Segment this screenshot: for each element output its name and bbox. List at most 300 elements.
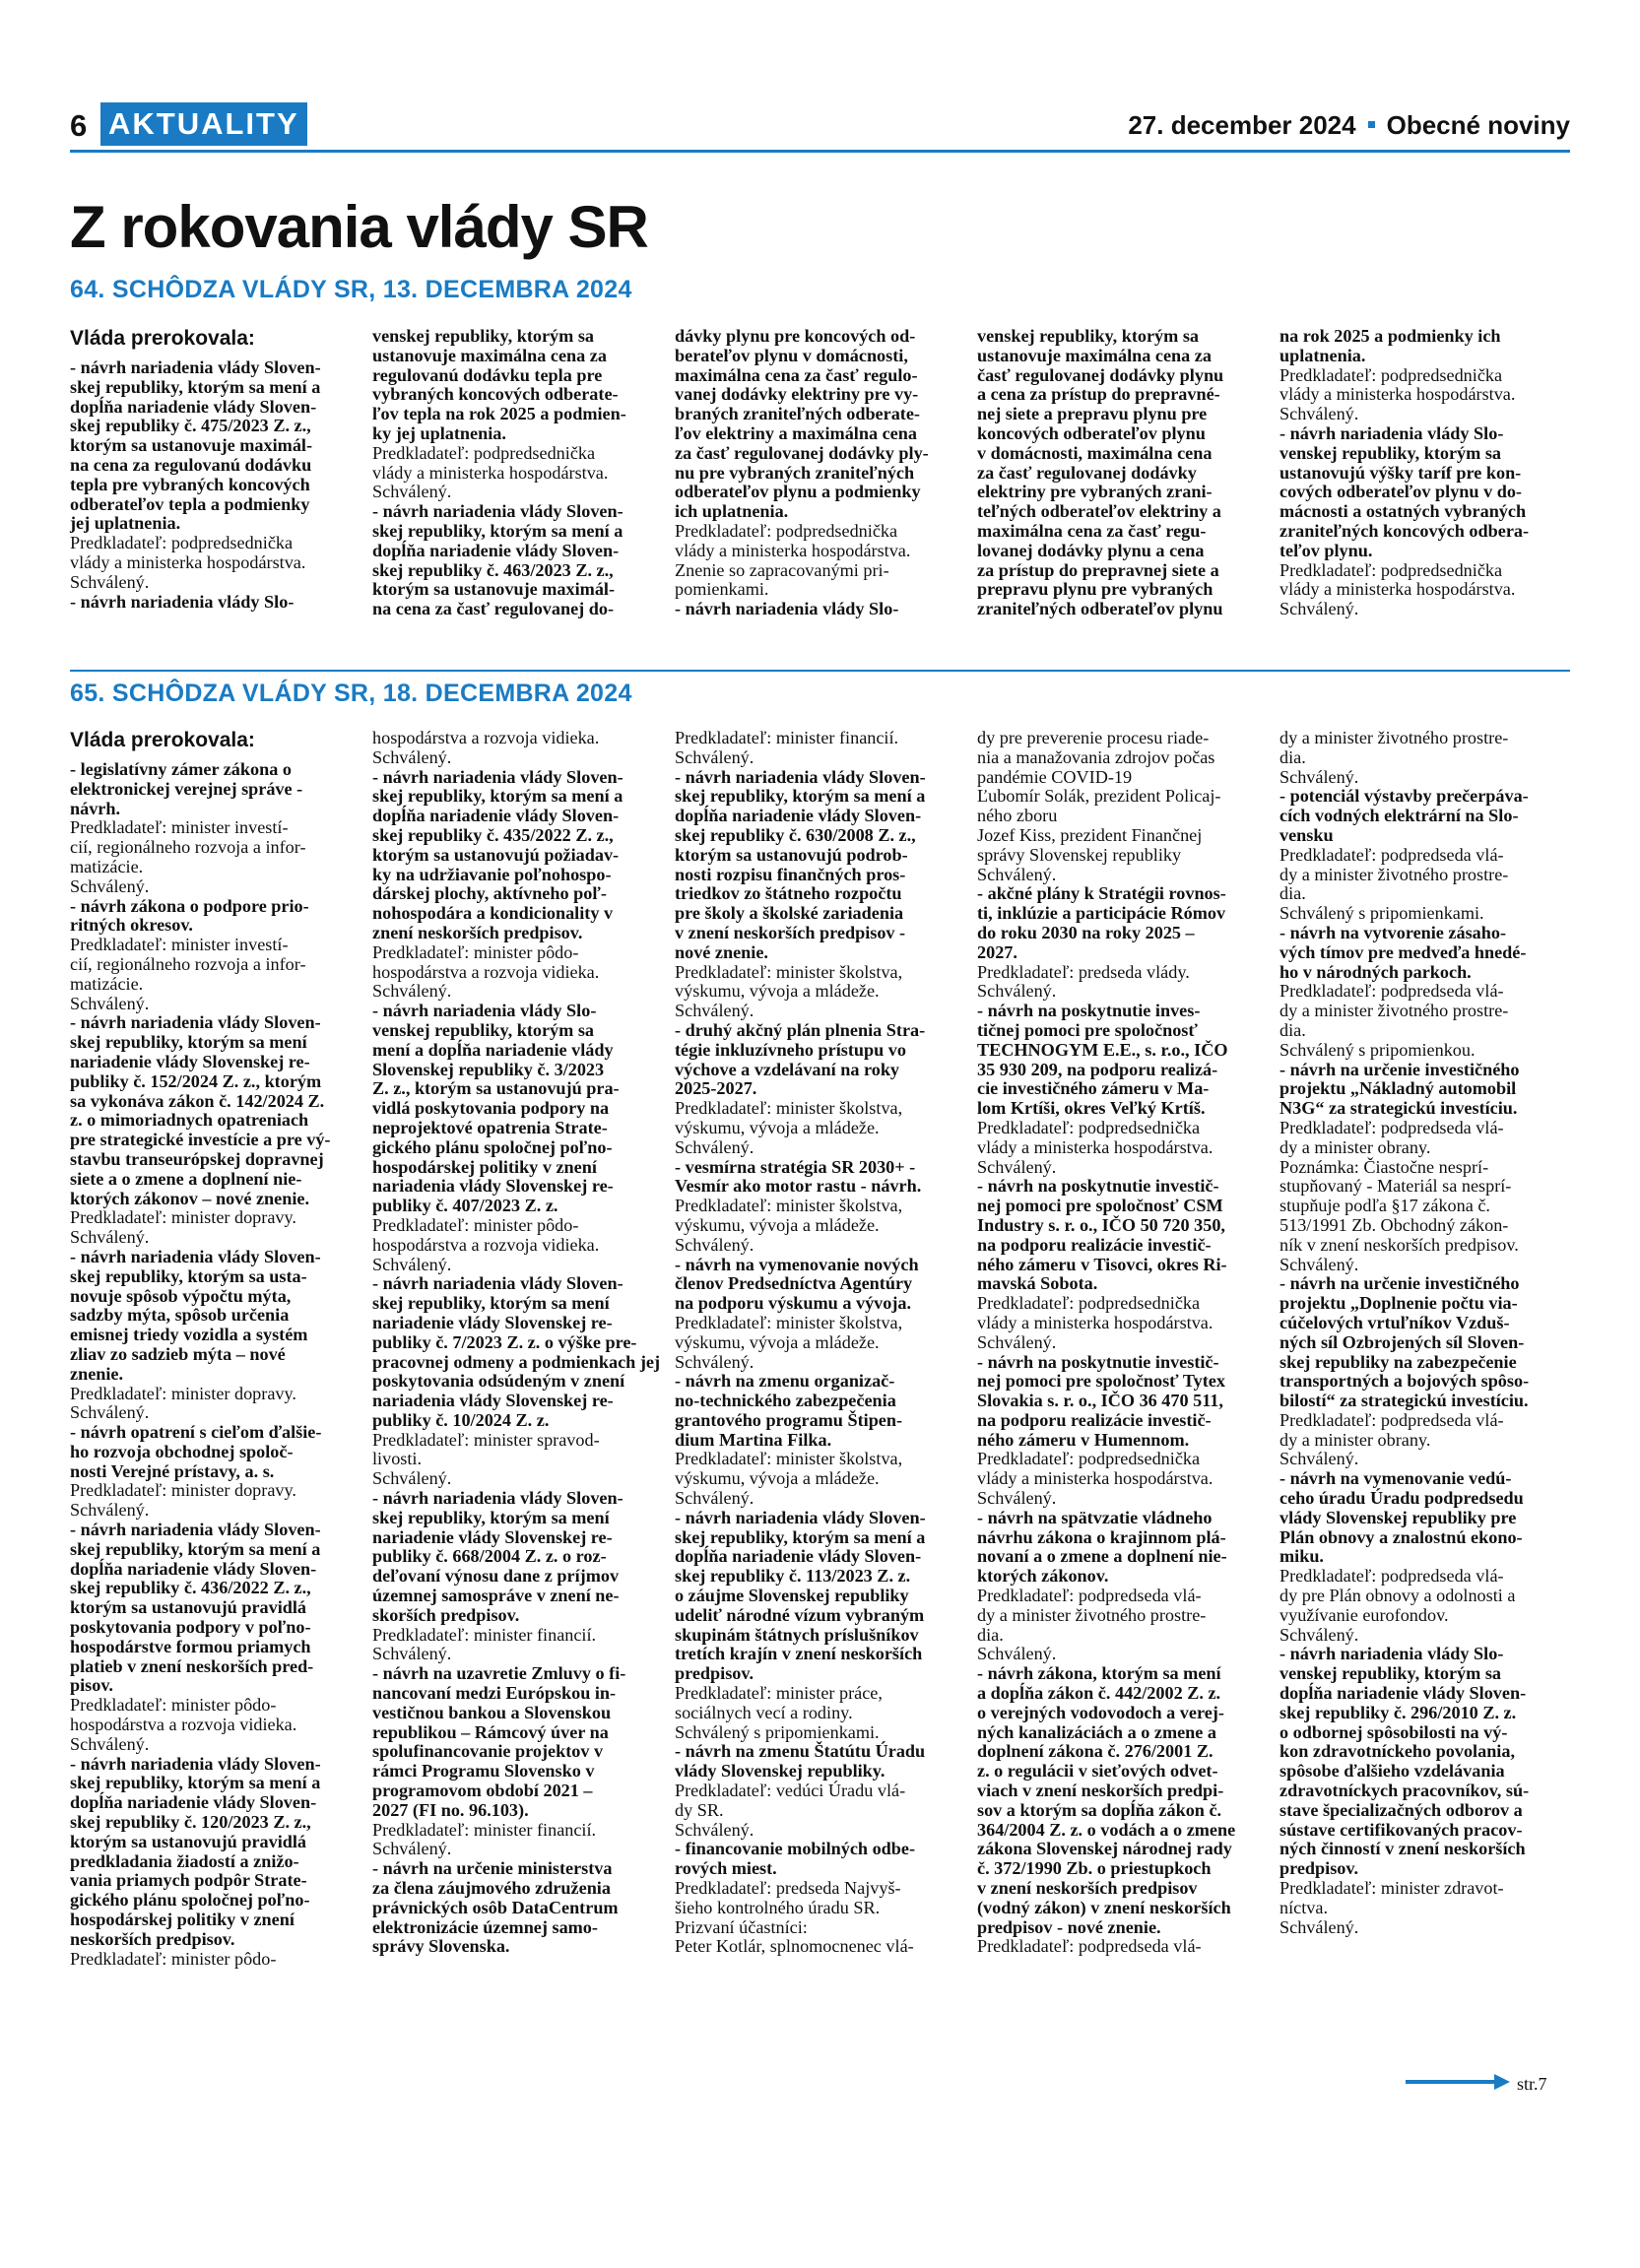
text-line: skej republiky č. 463/2023 Z. z.,: [372, 559, 614, 580]
text-line: Schválený.: [1279, 766, 1359, 787]
text-line: Schválený.: [372, 981, 452, 1002]
text-line: skej republiky, ktorým sa mení a: [372, 520, 623, 541]
text-line: ktorých zákonov.: [977, 1566, 1109, 1587]
text-line: ti, inklúzie a participácie Rómov: [977, 903, 1226, 924]
text-line: uplatnenia.: [1279, 345, 1366, 365]
text-line: dopĺňa nariadenie vlády Sloven-: [675, 1546, 922, 1567]
text-line: za člena záujmového združenia: [372, 1878, 611, 1899]
text-line: skej republiky, ktorým sa mení a: [675, 786, 926, 807]
text-line: livosti.: [372, 1449, 423, 1469]
text-line: elektronickej verejnej správe -: [70, 778, 303, 799]
text-line: 513/1991 Zb. Obchodný zákon-: [1279, 1214, 1509, 1235]
text-line: triedkov zo štátneho rozpočtu: [675, 883, 902, 904]
text-line: tégie inkluzívneho prístupu vo: [675, 1039, 906, 1060]
text-line: - návrh nariadenia vlády Slo-: [675, 599, 899, 619]
text-line: - návrh nariadenia vlády Slo-: [372, 1001, 597, 1021]
text-line: správy Slovenska.: [372, 1936, 510, 1957]
text-line: viach v znení neskorších predpi-: [977, 1781, 1224, 1801]
text-line: Schválený.: [1279, 1254, 1359, 1274]
text-line: doplnení zákona č. 276/2001 Z.: [977, 1741, 1214, 1762]
text-line: - návrh nariadenia vlády Sloven-: [70, 1520, 321, 1540]
text-line: Poznámka: Čiastočne nesprí-: [1279, 1156, 1489, 1177]
text-line: skej republiky č. 475/2023 Z. z.,: [70, 416, 311, 436]
text-line: vanej dodávky elektriny pre vy-: [675, 384, 919, 405]
text-line: - návrh na poskytnutie investič-: [977, 1351, 1219, 1372]
text-line: zraniteľných odberateľov plynu: [977, 599, 1223, 619]
text-line: Schválený.: [372, 746, 452, 767]
text-line: ceho úradu Úradu podpredsedu: [1279, 1488, 1524, 1509]
text-line: - financovanie mobilných odbe-: [675, 1839, 916, 1859]
text-column: [1279, 327, 1568, 619]
text-line: Predkladateľ: minister financií.: [372, 1819, 597, 1840]
text-line: tičnej pomoci pre spoločnosť: [977, 1019, 1198, 1040]
text-line: teľov plynu.: [1279, 540, 1373, 560]
text-line: Schválený.: [675, 1234, 754, 1255]
text-line: Predkladateľ: podpredsednička: [977, 1449, 1201, 1469]
text-line: deľovaní výnosu dane z príjmov: [372, 1566, 620, 1587]
text-line: - návrh nariadenia vlády Slo-: [1279, 1644, 1504, 1664]
text-column: [70, 729, 359, 1969]
text-line: ho rozvoja obchodnej spoloč-: [70, 1441, 294, 1461]
text-line: Predkladateľ: podpredseda vlá-: [977, 1586, 1202, 1606]
text-line: elektriny pre vybraných zrani-: [977, 482, 1213, 502]
text-line: - návrh nariadenia vlády Slo-: [1279, 422, 1504, 443]
text-line: berateľov plynu v domácnosti,: [675, 345, 908, 365]
text-line: pre školy a školské zariadenia: [675, 903, 904, 924]
text-line: Schválený.: [372, 1468, 452, 1489]
text-line: Predkladateľ: minister pôdo-: [372, 1214, 579, 1235]
text-line: - návrh na zmenu organizač-: [675, 1371, 895, 1392]
text-line: predkladania žiadostí a znižo-: [70, 1850, 299, 1871]
text-line: publiky č. 7/2023 Z. z. o výške pre-: [372, 1331, 637, 1352]
text-line: časť regulovanej dodávky plynu: [977, 364, 1224, 385]
text-line: - návrh na vytvorenie zásaho-: [1279, 922, 1507, 942]
text-line: vensku: [1279, 824, 1334, 845]
text-line: nariadenie vlády Slovenskej re-: [70, 1051, 310, 1071]
text-line: vybraných koncových odberate-: [372, 384, 619, 405]
text-line: ktorým sa ustanovuje maximál-: [70, 435, 313, 456]
text-line: ľov tepla na rok 2025 a podmien-: [372, 404, 626, 424]
text-line: Schválený.: [372, 1254, 452, 1274]
text-line: jej uplatnenia.: [70, 513, 181, 534]
text-line: nariadenia vlády Slovenskej re-: [372, 1391, 614, 1411]
text-line: Peter Kotlár, splnomocnenec vlá-: [675, 1936, 914, 1957]
text-line: - návrh nariadenia vlády Sloven-: [70, 357, 321, 377]
text-column: [70, 327, 359, 619]
text-line: - návrh nariadenia vlády Sloven-: [372, 1488, 623, 1509]
text-line: Schválený.: [372, 1644, 452, 1664]
text-line: zdravotníckych pracovníkov, sú-: [1279, 1781, 1530, 1801]
text-line: predpisov - nové znenie.: [977, 1916, 1161, 1937]
text-line: skej republiky, ktorým sa mení a: [70, 1773, 321, 1793]
text-line: sociálnych vecí a rodiny.: [675, 1702, 853, 1722]
text-line: udeliť národné vízum vybraným: [675, 1604, 925, 1625]
text-line: platieb v znení neskorších pred-: [70, 1655, 314, 1676]
text-line: Schválený.: [70, 1500, 150, 1521]
text-line: výskumu, vývoja a mládeže.: [675, 1117, 880, 1137]
text-line: - legislatívny zámer zákona o: [70, 759, 292, 779]
text-line: dia.: [1279, 883, 1306, 904]
text-line: tretích krajín v znení neskorších: [675, 1644, 923, 1664]
text-line: dopĺňa nariadenie vlády Sloven-: [70, 1792, 317, 1813]
text-line: znenie.: [70, 1363, 124, 1384]
text-line: - druhý akčný plán plnenia Stra-: [675, 1019, 926, 1040]
text-line: - návrh na vymenovanie nových: [675, 1254, 919, 1274]
text-line: Schválený s pripomienkami.: [675, 1721, 880, 1742]
text-line: dopĺňa nariadenie vlády Sloven-: [372, 540, 620, 560]
text-line: (vodný zákon) v znení neskorších: [977, 1897, 1231, 1917]
text-line: Schválený.: [675, 1136, 754, 1157]
text-line: Schválený.: [70, 1402, 150, 1423]
text-line: dy a minister životného prostre-: [977, 1604, 1207, 1625]
text-line: spolufinancovanie projektov v: [372, 1741, 604, 1762]
text-column: [675, 327, 963, 619]
text-line: Industry s. r. o., IČO 50 720 350,: [977, 1214, 1225, 1235]
text-line: ustanovuje maximálna cena za: [372, 345, 607, 365]
text-line: Predkladateľ: minister školstva,: [675, 1196, 903, 1216]
text-line: stave špecializačných odborov a: [1279, 1799, 1523, 1820]
text-line: vestičnou bankou a Slovenskou: [372, 1702, 612, 1722]
text-line: do roku 2030 na roky 2025 –: [977, 922, 1195, 942]
text-line: územnej samospráve v znení ne-: [372, 1586, 620, 1606]
text-line: venskej republiky, ktorým sa: [1279, 1663, 1502, 1684]
text-line: nej pomoci pre spoločnosť CSM: [977, 1196, 1223, 1216]
text-line: ných kanalizáciách a o zmene a: [977, 1721, 1216, 1742]
text-line: Z. z., ktorým sa ustanovujú pra-: [372, 1078, 620, 1099]
text-line: ľov elektriny a maximálna cena: [675, 422, 917, 443]
text-line: skej republiky, ktorým sa mení a: [70, 1538, 321, 1559]
text-line: cích vodných elektrární na Slo-: [1279, 806, 1519, 826]
text-line: hospodárskej politiky v znení: [70, 1910, 295, 1930]
text-line: nu pre vybraných zraniteľných: [675, 462, 915, 483]
text-line: Schválený.: [70, 1733, 150, 1754]
text-line: Predkladateľ: podpredsednička: [675, 520, 898, 541]
text-column: [372, 327, 661, 619]
text-line: zákona Slovenskej národnej rady: [977, 1839, 1232, 1859]
text-line: Schválený.: [675, 1488, 754, 1509]
text-line: Jozef Kiss, prezident Finančnej: [977, 824, 1203, 845]
text-line: vých tímov pre medveďa hnedé-: [1279, 941, 1527, 962]
text-line: ného zámeru v Tisovci, okres Ri-: [977, 1254, 1227, 1274]
text-line: vlády a ministerka hospodárstva.: [977, 1136, 1214, 1157]
text-column: [1279, 729, 1568, 1969]
text-line: sústave certifikovaných pracov-: [1279, 1819, 1523, 1840]
text-line: Predkladateľ: minister financií.: [372, 1624, 597, 1645]
text-line: Predkladateľ: podpredsednička: [1279, 364, 1503, 385]
text-line: Vesmír ako motor rastu - návrh.: [675, 1176, 922, 1197]
text-line: 2025-2027.: [675, 1078, 757, 1099]
text-line: Predkladateľ: minister dopravy.: [70, 1207, 296, 1228]
text-line: skej republiky č. 435/2022 Z. z.,: [372, 824, 614, 845]
text-line: rámci Programu Slovensko v: [372, 1761, 595, 1782]
text-line: kon zdravotníckeho povolania,: [1279, 1741, 1516, 1762]
text-line: venskej republiky, ktorým sa: [1279, 442, 1502, 463]
issue-date: 27. december 2024: [1128, 110, 1356, 140]
text-line: dopĺňa nariadenie vlády Sloven-: [70, 396, 317, 417]
text-line: Predkladateľ: podpredsednička: [977, 1293, 1201, 1314]
text-line: nosti Verejné prístavy, a. s.: [70, 1460, 275, 1481]
text-line: - akčné plány k Stratégii rovnos-: [977, 883, 1226, 904]
text-line: skej republiky č. 630/2008 Z. z.,: [675, 824, 916, 845]
text-line: výskumu, vývoja a mládeže.: [675, 981, 880, 1002]
text-line: novuje spôsob výpočtu mýta,: [70, 1285, 292, 1306]
text-line: Predkladateľ: podpredseda vlá-: [977, 1936, 1202, 1957]
text-line: z. o regulácii v sieťových odvet-: [977, 1761, 1218, 1782]
text-line: 2027.: [977, 941, 1017, 962]
text-line: dy pre preverenie procesu riade-: [977, 728, 1210, 747]
text-line: - návrh opatrení s cieľom ďalšie-: [70, 1422, 322, 1443]
section-divider: [70, 670, 1570, 672]
text-line: na podporu výskumu a vývoja.: [675, 1293, 912, 1314]
text-line: skej republiky, ktorým sa mení a: [372, 786, 623, 807]
text-line: hospodárstva a rozvoja vidieka.: [70, 1715, 297, 1735]
text-line: - návrh nariadenia vlády Sloven-: [70, 1753, 321, 1774]
text-line: vlády a ministerka hospodárstva.: [70, 551, 306, 572]
text-line: nariadenia vlády Slovenskej re-: [372, 1176, 614, 1197]
text-line: stupňuje podľa §17 zákona č.: [1279, 1196, 1490, 1216]
separator-dot-icon: [1368, 121, 1375, 128]
text-line: na podporu realizácie investič-: [977, 1409, 1212, 1430]
text-line: - návrh nariadenia vlády Slo-: [70, 591, 295, 612]
text-line: maximálna cena za časť regulo-: [675, 364, 918, 385]
text-line: ktorým sa ustanovujú pravidlá: [70, 1597, 307, 1618]
text-line: Schválený.: [977, 1644, 1057, 1664]
text-line: siete a o zmene a doplnení nie-: [70, 1168, 302, 1189]
text-line: a dopĺňa zákon č. 442/2002 Z. z.: [977, 1683, 1221, 1704]
text-line: výchove a vzdelávaní na roky: [675, 1059, 900, 1079]
text-line: o záujme Slovenskej republiky: [675, 1586, 909, 1606]
text-line: mácnosti a ostatných vybraných: [1279, 501, 1527, 522]
text-line: publiky č. 407/2023 Z. z.: [372, 1196, 558, 1216]
text-line: vidlá poskytovania podpory na: [372, 1098, 610, 1119]
text-line: cúčelových vrtuľníkov Vzduš-: [1279, 1312, 1510, 1332]
text-line: republikou – Rámcový úver na: [372, 1721, 609, 1742]
text-line: tepla pre vybraných koncových: [70, 474, 310, 494]
text-line: za časť regulovanej dodávky ply-: [675, 442, 929, 463]
text-line: nosti rozpisu finančných pros-: [675, 864, 906, 884]
text-line: Predkladateľ: minister školstva,: [675, 1098, 903, 1119]
text-line: nancovaní medzi Európskou in-: [372, 1683, 617, 1704]
text-line: dopĺňa nariadenie vlády Sloven-: [70, 1558, 317, 1579]
text-line: lovanej dodávky plynu a cena: [977, 540, 1205, 560]
text-line: - návrh na určenie investičného: [1279, 1273, 1520, 1294]
text-line: - vesmírna stratégia SR 2030+ -: [675, 1156, 916, 1177]
text-line: dy a minister životného prostre-: [1279, 728, 1509, 747]
meeting-heading-64: 64. SCHÔDZA VLÁDY SR, 13. DECEMBRA 2024: [70, 276, 632, 303]
section-label: AKTUALITY: [100, 102, 307, 146]
text-line: ky jej uplatnenia.: [372, 422, 506, 443]
text-line: elektronizácie územnej samo-: [372, 1916, 598, 1937]
text-line: výskumu, vývoja a mládeže.: [675, 1214, 880, 1235]
text-line: ník v znení neskorších predpisov.: [1279, 1234, 1519, 1255]
text-line: - návrh zákona o podpore prio-: [70, 895, 309, 916]
text-line: mení a dopĺňa nariadenie vlády: [372, 1039, 614, 1060]
text-line: Predkladateľ: minister financií.: [675, 728, 899, 747]
text-line: Predkladateľ: podpredsednička: [70, 533, 294, 553]
meeting-heading-65: 65. SCHÔDZA VLÁDY SR, 18. DECEMBRA 2024: [70, 680, 632, 707]
text-line: Schválený.: [70, 875, 150, 896]
text-line: ných činností v znení neskorších: [1279, 1839, 1526, 1859]
text-line: novaní a o zmene a doplnení nie-: [977, 1546, 1227, 1567]
text-line: sov a ktorým sa dopĺňa zákon č.: [977, 1799, 1222, 1820]
text-line: skej republiky, ktorým sa usta-: [70, 1265, 307, 1286]
text-line: Schválený s pripomienkou.: [1279, 1039, 1476, 1060]
text-line: neskorších predpisov.: [70, 1928, 235, 1949]
text-line: - návrh na poskytnutie inves-: [977, 1001, 1201, 1021]
text-line: Schválený.: [1279, 1449, 1359, 1469]
text-line: dy a minister životného prostre-: [1279, 864, 1509, 884]
text-line: - návrh na spätvzatie vládneho: [977, 1507, 1213, 1527]
text-line: dárskej plochy, aktívneho poľ-: [372, 883, 607, 904]
text-column: [977, 327, 1266, 619]
text-line: skej republiky, ktorým sa mení: [372, 1507, 610, 1527]
text-line: Predkladateľ: predseda vlády.: [977, 961, 1190, 982]
text-line: vlády a ministerka hospodárstva.: [372, 462, 609, 483]
header-rule: [70, 150, 1570, 153]
text-line: pisov.: [70, 1675, 113, 1696]
text-line: ného zámeru v Humennom.: [977, 1429, 1190, 1450]
text-line: Predkladateľ: minister investí-: [70, 935, 289, 955]
text-line: Schválený.: [977, 864, 1057, 884]
text-line: ktorým sa ustanovuje maximál-: [372, 579, 616, 600]
text-line: Schválený.: [977, 981, 1057, 1002]
text-line: spôsobe ďalšieho vzdelávania: [1279, 1761, 1505, 1782]
continuation-arrow-icon: [1404, 2073, 1512, 2091]
text-line: Schválený.: [70, 1227, 150, 1248]
text-line: Schválený.: [977, 1156, 1057, 1177]
text-line: cií, regionálneho rozvoja a infor-: [70, 837, 306, 858]
text-line: správy Slovenskej republiky: [977, 844, 1182, 865]
text-line: hospodárstva a rozvoja vidieka.: [372, 728, 600, 747]
text-line: Schválený.: [372, 482, 452, 502]
text-line: skej republiky, ktorým sa mení a: [675, 1526, 926, 1547]
text-line: venskej republiky, ktorým sa: [372, 326, 595, 346]
text-line: vlády a ministerka hospodárstva.: [977, 1468, 1214, 1489]
column-heading: Vláda prerokovala:: [70, 327, 255, 350]
text-line: Predkladateľ: minister pôdo-: [372, 941, 579, 962]
text-line: Predkladateľ: minister školstva,: [675, 1312, 903, 1332]
text-line: TECHNOGYM E.E., s. r.o., IČO: [977, 1039, 1228, 1060]
text-line: skorších predpisov.: [372, 1604, 520, 1625]
text-line: no-technického zabezpečenia: [675, 1391, 896, 1411]
text-line: neprojektové opatrenia Strate-: [372, 1117, 608, 1137]
text-line: predpisov.: [675, 1663, 754, 1684]
text-line: Slovenskej republiky č. 3/2023: [372, 1059, 605, 1079]
text-line: Ľubomír Solák, prezident Policaj-: [977, 786, 1221, 807]
text-line: - návrh nariadenia vlády Sloven-: [372, 1273, 623, 1294]
text-line: Schválený.: [977, 1331, 1057, 1352]
text-line: ich uplatnenia.: [675, 501, 789, 522]
text-line: miku.: [1279, 1546, 1324, 1567]
text-line: Predkladateľ: podpredsednička: [1279, 559, 1503, 580]
text-line: o odbornej spôsobilosti na vý-: [1279, 1721, 1508, 1742]
text-line: gického plánu spoločnej poľno-: [70, 1890, 310, 1911]
text-line: Schválený.: [977, 1488, 1057, 1509]
text-line: výskumu, vývoja a mládeže.: [675, 1331, 880, 1352]
text-line: N3G“ za strategickú investíciu.: [1279, 1098, 1518, 1119]
text-line: poskytovania podpory v poľno-: [70, 1617, 311, 1638]
text-line: Plán obnovy a znalostnú ekono-: [1279, 1526, 1523, 1547]
text-line: hospodárstve formou priamych: [70, 1636, 311, 1656]
text-line: Predkladateľ: minister pôdo-: [70, 1948, 277, 1969]
text-line: vlády a ministerka hospodárstva.: [1279, 579, 1516, 600]
text-line: prepravu plynu pre vybraných: [977, 579, 1214, 600]
issue-info: [1128, 110, 1570, 141]
text-line: ných síl Ozbrojených síl Sloven-: [1279, 1331, 1525, 1352]
text-line: dia.: [977, 1624, 1004, 1645]
text-line: Predkladateľ: podpredseda vlá-: [1279, 844, 1504, 865]
text-line: pre strategické investície a pre vý-: [70, 1130, 331, 1150]
text-line: níctva.: [1279, 1897, 1328, 1917]
text-line: - návrh na vymenovanie vedú-: [1279, 1468, 1512, 1489]
text-line: 364/2004 Z. z. o vodách a o zmene: [977, 1819, 1236, 1840]
continuation-page-ref: str.7: [1517, 2074, 1547, 2094]
text-line: ho v národných parkoch.: [1279, 961, 1472, 982]
text-line: ktorých zákonov – nové znenie.: [70, 1188, 310, 1208]
text-line: Predkladateľ: minister investí-: [70, 817, 289, 838]
text-line: dopĺňa nariadenie vlády Sloven-: [1279, 1683, 1527, 1704]
text-line: členov Predsedníctva Agentúry: [675, 1273, 913, 1294]
text-line: Schválený.: [675, 1001, 754, 1021]
text-line: hospodárstva a rozvoja vidieka.: [372, 1234, 600, 1255]
text-line: odberateľov plynu a podmienky: [675, 482, 921, 502]
text-line: dopĺňa nariadenie vlády Sloven-: [675, 806, 922, 826]
text-line: vlády Slovenskej republiky pre: [1279, 1507, 1517, 1527]
text-line: v znení neskorších predpisov -: [675, 922, 906, 942]
text-line: na cena za časť regulovanej do-: [372, 599, 615, 619]
text-line: Predkladateľ: minister dopravy.: [70, 1383, 296, 1403]
text-line: nariadenie vlády Slovenskej re-: [372, 1312, 613, 1332]
text-line: cie investičného zámeru v Ma-: [977, 1078, 1210, 1099]
text-line: stavbu transeurópskej dopravnej: [70, 1148, 324, 1169]
text-line: - návrh nariadenia vlády Sloven-: [675, 1507, 926, 1527]
text-line: Znenie so zapracovanými pri-: [675, 559, 889, 580]
text-column: [372, 729, 661, 1969]
text-line: Schválený.: [70, 993, 150, 1013]
text-line: Predkladateľ: podpredseda vlá-: [1279, 1117, 1504, 1137]
article-title: Z rokovania vlády SR: [70, 194, 648, 260]
text-line: skej republiky, ktorým sa mení a: [70, 376, 321, 397]
text-line: nariadenie vlády Slovenskej re-: [372, 1526, 613, 1547]
text-line: Predkladateľ: vedúci Úradu vlá-: [675, 1781, 906, 1801]
text-line: ného zboru: [977, 806, 1058, 826]
text-line: zliav zo sadzieb mýta – nové: [70, 1343, 286, 1364]
text-line: - návrh na uzavretie Zmluvy o fi-: [372, 1663, 626, 1684]
meeting-65-columns: [70, 729, 1570, 1969]
text-line: transportných a bojových spôso-: [1279, 1371, 1530, 1392]
text-line: Predkladateľ: minister zdravot-: [1279, 1878, 1504, 1899]
text-line: - návrh nariadenia vlády Sloven-: [372, 501, 623, 522]
text-line: nej pomoci pre spoločnosť Tytex: [977, 1371, 1225, 1392]
text-line: v znení neskorších predpisov: [977, 1878, 1198, 1899]
text-line: projektu „Nákladný automobil: [1279, 1078, 1517, 1099]
text-line: predpisov.: [1279, 1858, 1359, 1879]
text-line: Predkladateľ: minister spravod-: [372, 1429, 600, 1450]
text-line: Predkladateľ: podpredseda vlá-: [1279, 1566, 1504, 1587]
text-line: gického plánu spoločnej poľno-: [372, 1136, 613, 1157]
text-line: Schválený.: [1279, 599, 1359, 619]
publication-name: Obecné noviny: [1386, 110, 1570, 140]
text-line: z. o mimoriadnych opatreniach: [70, 1110, 309, 1131]
text-line: nohospodára a kondicionality v: [372, 903, 614, 924]
text-line: skupinám štátnych príslušníkov: [675, 1624, 919, 1645]
text-line: skej republiky č. 436/2022 Z. z.,: [70, 1578, 311, 1598]
text-line: 2027 (FI no. 96.103).: [372, 1799, 529, 1820]
text-line: - návrh na poskytnutie investič-: [977, 1176, 1219, 1197]
text-line: o verejných vodovodoch a verej-: [977, 1702, 1224, 1722]
text-line: vlády a ministerka hospodárstva.: [1279, 384, 1516, 405]
text-column: [977, 729, 1266, 1969]
